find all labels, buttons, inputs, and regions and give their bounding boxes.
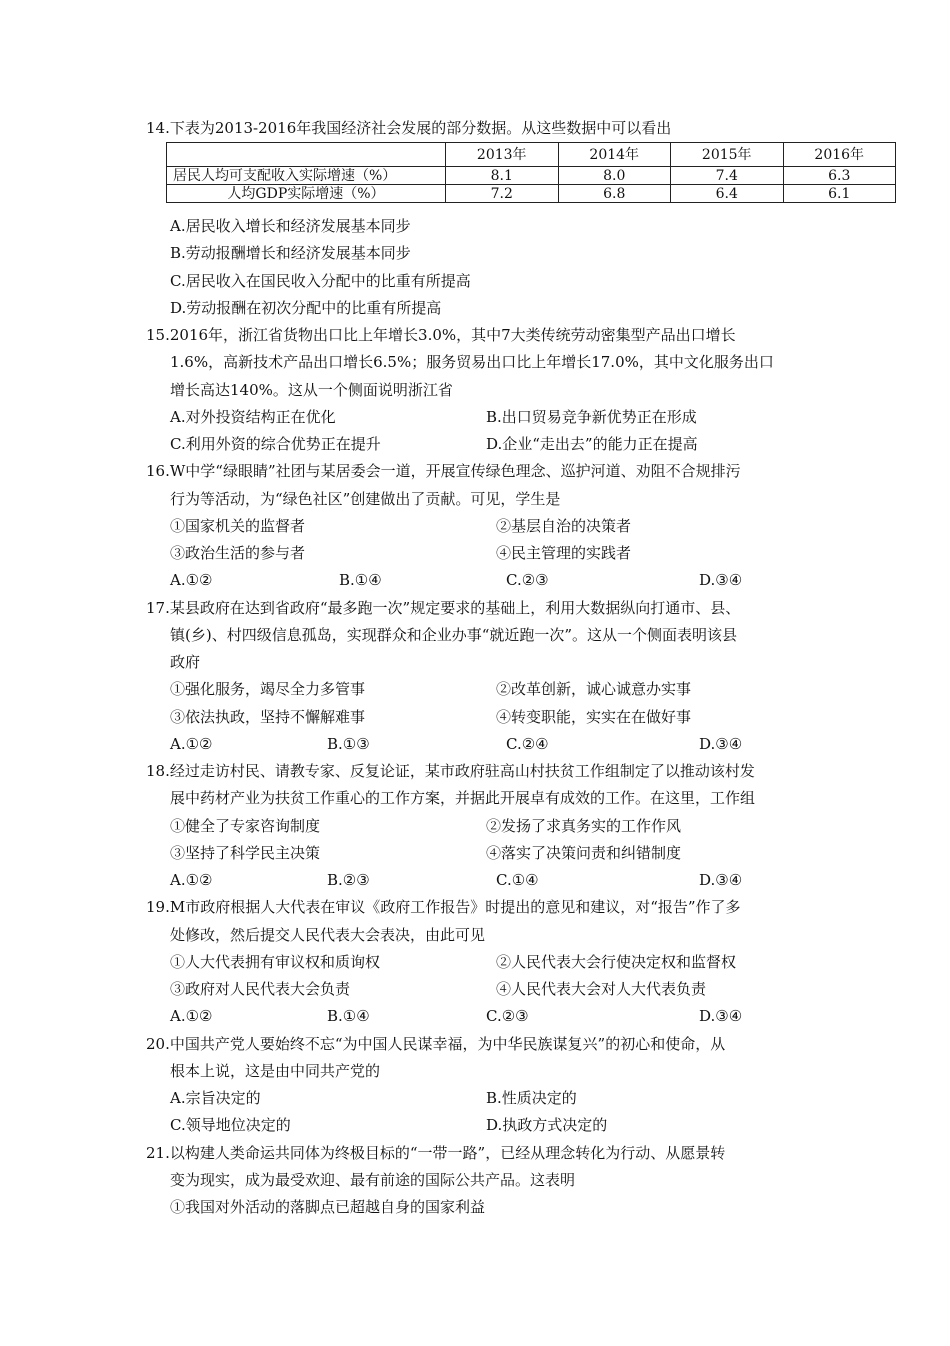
q20-option-c: C.领导地位决定的 [170, 1116, 291, 1134]
q15-stem-line: 增长高达140%。这从一个侧面说明浙江省 [170, 381, 453, 399]
q17-item-1: ①强化服务，竭尽全力多管事 [170, 680, 366, 698]
table-cell: 7.2 [446, 185, 559, 203]
q16-option-c: C.②③ [506, 571, 549, 589]
q18-item-2: ②发扬了求真务实的工作作风 [486, 817, 682, 835]
q21-stem-line: 21.以构建人类命运共同体为终极目标的“一带一路”，已经从理念转化为行动、从愿景转 [146, 1144, 726, 1162]
q18-option-a: A.①② [170, 871, 213, 889]
q16-item-1: ①国家机关的监督者 [170, 517, 306, 535]
q16-stem-line: 16.W中学“绿眼睛”社团与某居委会一道，开展宣传绿色理念、巡护河道、劝阻不合规排污 [146, 462, 741, 480]
q14-stem: 14.下表为2013-2016年我国经济社会发展的部分数据。从这些数据中可以看出 [146, 119, 672, 137]
q17-item-2: ②改革创新，诚心诚意办实事 [496, 680, 692, 698]
table-row-label: 居民人均可支配收入实际增速（%） [167, 167, 446, 185]
q20-option-d: D.执政方式决定的 [486, 1116, 608, 1134]
q17-item-3: ③依法执政，坚持不懈解难事 [170, 708, 366, 726]
table-cell: 8.0 [558, 167, 671, 185]
q16-option-a: A.①② [170, 571, 213, 589]
table-header-cell: 2016年 [783, 143, 896, 167]
table-row-label: 人均GDP实际增速（%） [167, 185, 446, 203]
q15-stem-line: 1.6%，高新技术产品出口增长6.5%；服务贸易出口比上年增长17.0%，其中文化服务出口 [170, 353, 774, 371]
q18-option-b: B.②③ [327, 871, 370, 889]
q19-item-2: ②人民代表大会行使决定权和监督权 [496, 953, 737, 971]
q19-item-4: ④人民代表大会对人大代表负责 [496, 980, 707, 998]
q17-stem-line: 镇(乡)、村四级信息孤岛，实现群众和企业办事“就近跑一次”。这从一个侧面表明该县 [170, 626, 738, 644]
q16-item-3: ③政治生活的参与者 [170, 544, 306, 562]
q19-option-c: C.②③ [486, 1007, 529, 1025]
table-cell: 6.1 [783, 185, 896, 203]
q18-stem-line: 18.经过走访村民、请教专家、反复论证，某市政府驻高山村扶贫工作组制定了以推动该村发 [146, 762, 755, 780]
q20-option-a: A.宗旨决定的 [170, 1089, 261, 1107]
table-row [167, 185, 896, 203]
q15-option-c: C.利用外资的综合优势正在提升 [170, 435, 381, 453]
table-header-cell: 2014年 [558, 143, 671, 167]
q17-option-b: B.①③ [327, 735, 370, 753]
q14-option-c: C.居民收入在国民收入分配中的比重有所提高 [170, 272, 471, 290]
table-cell: 7.4 [671, 167, 784, 185]
q21-item-1: ①我国对外活动的落脚点已超越自身的国家利益 [170, 1198, 486, 1216]
table-cell: 6.8 [558, 185, 671, 203]
q21-stem-line: 变为现实，成为最受欢迎、最有前途的国际公共产品。这表明 [170, 1171, 576, 1189]
q19-item-1: ①人大代表拥有审议权和质询权 [170, 953, 381, 971]
q17-option-c: C.②④ [506, 735, 549, 753]
q20-stem-line: 20.中国共产党人要始终不忘“为中国人民谋幸福，为中华民族谋复兴”的初心和使命，从 [146, 1035, 726, 1053]
table-header-cell: 2013年 [446, 143, 559, 167]
q19-stem-line: 19.M市政府根据人大代表在审议《政府工作报告》时提出的意见和建议，对“报告”作了多 [146, 898, 741, 916]
q18-stem-line: 展中药材产业为扶贫工作重心的工作方案，并据此开展卓有成效的工作。在这里，工作组 [170, 789, 756, 807]
q16-item-2: ②基层自治的决策者 [496, 517, 632, 535]
q15-option-a: A.对外投资结构正在优化 [170, 408, 336, 426]
q18-option-c: C.①④ [496, 871, 539, 889]
table-header-cell: 2015年 [671, 143, 784, 167]
q15-option-d: D.企业“走出去”的能力正在提高 [486, 435, 698, 453]
table-header-row [167, 143, 896, 167]
q14-option-a: A.居民收入增长和经济发展基本同步 [170, 217, 411, 235]
q17-stem-line: 政府 [170, 653, 201, 671]
q15-stem-line: 15.2016年，浙江省货物出口比上年增长3.0%，其中7大类传统劳动密集型产品出口增长 [146, 326, 736, 344]
q14-option-b: B.劳动报酬增长和经济发展基本同步 [170, 244, 411, 262]
q19-option-b: B.①④ [327, 1007, 370, 1025]
q18-item-4: ④落实了决策问责和纠错制度 [486, 844, 682, 862]
q18-option-d: D.③④ [699, 871, 743, 889]
q17-option-d: D.③④ [699, 735, 743, 753]
q19-option-a: A.①② [170, 1007, 213, 1025]
q17-option-a: A.①② [170, 735, 213, 753]
q15-option-b: B.出口贸易竞争新优势正在形成 [486, 408, 697, 426]
q19-stem-line: 处修改，然后提交人民代表大会表决，由此可见 [170, 926, 486, 944]
table-cell: 8.1 [446, 167, 559, 185]
q17-stem-line: 17.某县政府在达到省政府“最多跑一次”规定要求的基础上，利用大数据纵向打通市、县、 [146, 599, 741, 617]
q14-data-table [166, 142, 896, 203]
q17-item-4: ④转变职能，实实在在做好事 [496, 708, 692, 726]
q18-item-1: ①健全了专家咨询制度 [170, 817, 321, 835]
q16-item-4: ④民主管理的实践者 [496, 544, 632, 562]
q19-item-3: ③政府对人民代表大会负责 [170, 980, 351, 998]
q18-item-3: ③坚持了科学民主决策 [170, 844, 321, 862]
q14-option-d: D.劳动报酬在初次分配中的比重有所提高 [170, 299, 442, 317]
table-cell: 6.3 [783, 167, 896, 185]
table-header-cell [167, 143, 446, 167]
q20-stem-line: 根本上说，这是由中同共产党的 [170, 1062, 381, 1080]
q16-stem-line: 行为等活动，为“绿色社区”创建做出了贡献。可见，学生是 [170, 490, 561, 508]
table-cell: 6.4 [671, 185, 784, 203]
q19-option-d: D.③④ [699, 1007, 743, 1025]
q20-option-b: B.性质决定的 [486, 1089, 577, 1107]
q16-option-d: D.③④ [699, 571, 743, 589]
q16-option-b: B.①④ [339, 571, 382, 589]
table-row [167, 167, 896, 185]
